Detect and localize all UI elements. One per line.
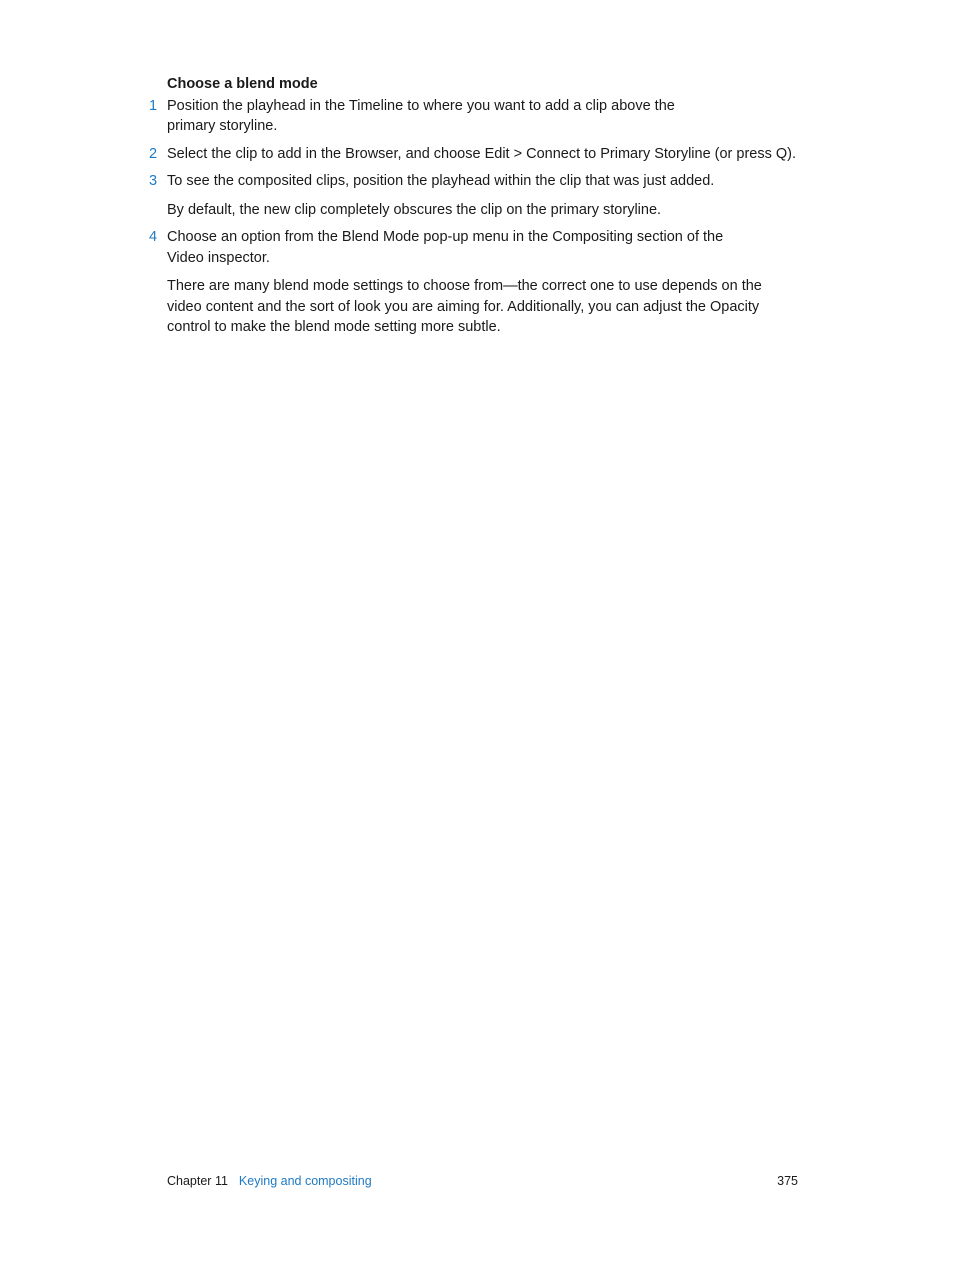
footer-chapter: Chapter 11: [167, 1174, 228, 1188]
step-3: [149, 171, 807, 220]
task-heading: Choose a blend mode: [167, 76, 318, 92]
page-number: 375: [777, 1174, 798, 1188]
page-footer: [167, 1172, 798, 1190]
step-number: 3: [149, 173, 158, 189]
step-2: [149, 144, 807, 165]
footer-chapter-title-link[interactable]: Keying and compositing: [238, 1174, 372, 1188]
step-4: [149, 227, 807, 338]
step-2-text: Select the clip to add in the Browser, and choose Edit > Connect to Primary Storyline (or press Q).: [167, 145, 797, 162]
step-1-text: Position the playhead in the Timeline to where you want to add a clip above the primary storyline.: [167, 97, 675, 134]
step-number: 4: [149, 229, 158, 245]
step-4-text: Choose an option from the Blend Mode pop-up menu in the Compositing section of the Video inspector.: [167, 229, 724, 266]
step-number: 1: [149, 97, 158, 114]
step-number: 2: [149, 145, 158, 162]
document-body: [149, 74, 807, 338]
step-1: [149, 96, 807, 137]
step-3-note: By default, the new clip completely obscures the clip on the primary storyline.: [167, 201, 662, 218]
step-text: [167, 96, 807, 137]
step-3-text: To see the composited clips, position the playhead within the clip that was just added.: [167, 173, 715, 189]
step-4-note: There are many blend mode settings to choose from—the correct one to use depends on the video content and the sort of look you are aiming for. Additionally, you can adjust the Opacity control to make the blend mode setting more subtle.: [167, 278, 762, 335]
